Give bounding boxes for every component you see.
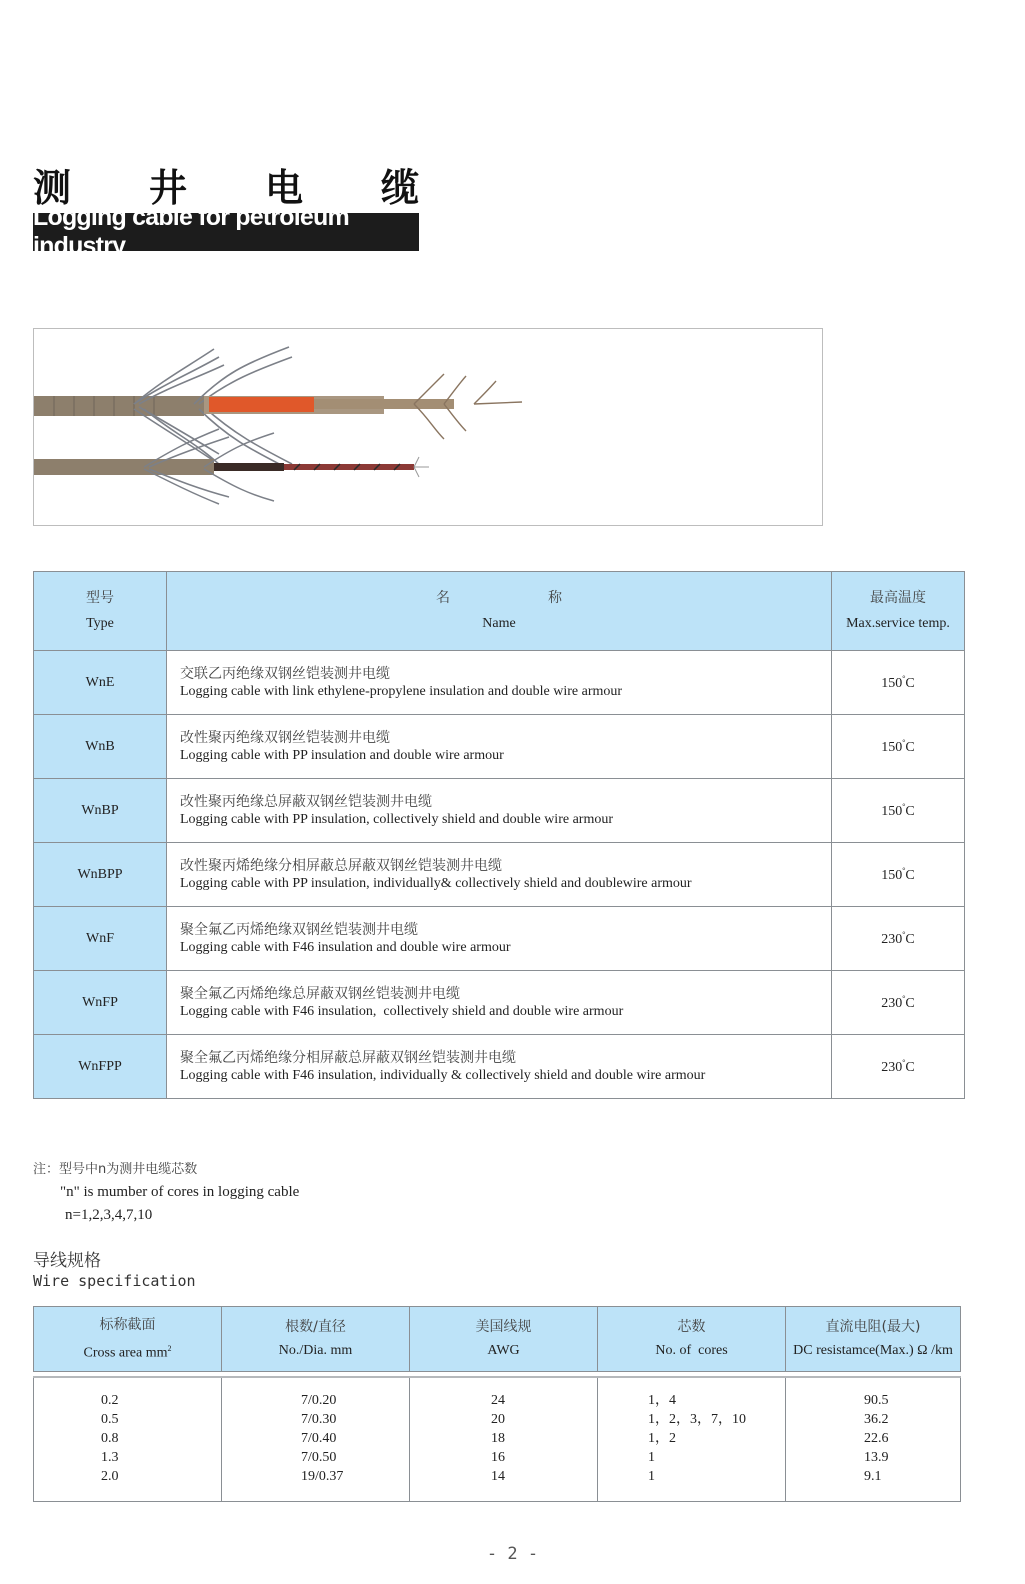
cell-dia: 7/0.40 bbox=[301, 1431, 337, 1446]
wire-spec-heading bbox=[33, 1250, 196, 1290]
temp-value: 150 bbox=[881, 675, 903, 691]
cell-name bbox=[167, 1035, 832, 1099]
name-en: Logging cable with PP insulation, collectively shield and double wire armour bbox=[180, 811, 614, 827]
cell-dia: 7/0.20 bbox=[301, 1393, 337, 1408]
name-en: Logging cable with F46 insulation, individually & collectively shield and double wire armour bbox=[180, 1067, 706, 1083]
header-type bbox=[34, 572, 167, 651]
note-line-values: n=1,2,3,4,7,10 bbox=[65, 1207, 153, 1223]
temp-value: 150 bbox=[881, 803, 903, 819]
note-block bbox=[33, 1158, 299, 1227]
col-dia bbox=[222, 1377, 410, 1502]
page-title-chinese bbox=[33, 160, 419, 208]
header-en bbox=[35, 1337, 220, 1365]
cell-awg: 18 bbox=[491, 1431, 505, 1446]
cell-cores: 1 bbox=[648, 1469, 655, 1484]
cell-type: WnFPP bbox=[34, 1035, 167, 1099]
table-row bbox=[34, 907, 965, 971]
temp-value: 230 bbox=[881, 995, 903, 1011]
title-char: 电 bbox=[264, 165, 303, 210]
header-temp-en: Max.service temp. bbox=[846, 616, 950, 631]
name-en: Logging cable with F46 insulation, collectively shield and double wire armour bbox=[180, 1003, 624, 1019]
cell-temp bbox=[832, 907, 965, 971]
cell-name bbox=[167, 971, 832, 1035]
header-cn: 根数/直径 bbox=[285, 1319, 346, 1335]
cell-area: 0.8 bbox=[101, 1431, 119, 1446]
header-dc-resistance bbox=[786, 1307, 961, 1372]
cell-name bbox=[167, 651, 832, 715]
header-en: DC resistamce(Max.) Ω /km bbox=[793, 1343, 953, 1358]
lower-cable-jacket bbox=[34, 459, 214, 475]
title-char: 缆 bbox=[380, 165, 419, 210]
table-header-row bbox=[34, 572, 965, 651]
header-awg bbox=[410, 1307, 598, 1372]
cell-type: WnFP bbox=[34, 971, 167, 1035]
product-photo bbox=[33, 328, 823, 526]
table-row bbox=[34, 779, 965, 843]
table-row bbox=[34, 843, 965, 907]
cell-name bbox=[167, 907, 832, 971]
col-resistance bbox=[786, 1377, 961, 1502]
temp-unit: C bbox=[905, 739, 915, 755]
cell-type: WnBPP bbox=[34, 843, 167, 907]
temp-value: 230 bbox=[881, 931, 903, 947]
cell-resistance: 36.2 bbox=[864, 1412, 889, 1427]
wire-spec-table bbox=[33, 1306, 961, 1502]
cell-dia: 7/0.50 bbox=[301, 1450, 337, 1465]
header-cn: 直流电阻(最大) bbox=[825, 1319, 921, 1335]
cell-dia: 19/0.37 bbox=[301, 1469, 344, 1484]
cell-awg: 14 bbox=[491, 1469, 505, 1484]
superscript: 2 bbox=[167, 1343, 172, 1353]
table-header-row bbox=[34, 1307, 961, 1372]
cell-resistance: 9.1 bbox=[864, 1469, 882, 1484]
degree-symbol: ° bbox=[902, 1057, 906, 1067]
header-type-en: Type bbox=[86, 616, 114, 631]
cell-resistance: 90.5 bbox=[864, 1393, 889, 1408]
cell-awg: 16 bbox=[491, 1450, 505, 1465]
note-line-en: "n" is mumber of cores in logging cable bbox=[60, 1184, 300, 1200]
header-no-dia bbox=[222, 1307, 410, 1372]
header-en-text: Cross area mm bbox=[83, 1345, 168, 1361]
cell-area: 0.5 bbox=[101, 1412, 119, 1427]
header-en: No./Dia. mm bbox=[278, 1343, 353, 1358]
temp-unit: C bbox=[905, 1059, 915, 1075]
header-en: No. of cores bbox=[655, 1343, 728, 1358]
name-cn: 改性聚丙绝缘总屏蔽双钢丝铠装测井电缆 bbox=[180, 793, 432, 810]
name-cn: 聚全氟乙丙烯绝缘双钢丝铠装测井电缆 bbox=[180, 921, 418, 938]
cell-cores: 1，4 bbox=[648, 1393, 676, 1408]
cell-resistance: 13.9 bbox=[864, 1450, 889, 1465]
cell-name bbox=[167, 843, 832, 907]
table-row bbox=[34, 715, 965, 779]
cell-cores: 1 bbox=[648, 1450, 655, 1465]
header-cn: 芯数 bbox=[677, 1319, 706, 1335]
cell-cores: 1，2，3，7，10 bbox=[648, 1412, 746, 1427]
header-name-cn: 名 称 bbox=[436, 590, 562, 606]
col-area bbox=[34, 1377, 222, 1502]
cell-temp bbox=[832, 843, 965, 907]
cell-type: WnBP bbox=[34, 779, 167, 843]
name-en: Logging cable with F46 insulation and double wire armour bbox=[180, 939, 511, 955]
title-char: 井 bbox=[148, 165, 187, 210]
wire-spec-title-cn: 导线规格 bbox=[33, 1251, 101, 1271]
table-row bbox=[34, 1035, 965, 1099]
degree-symbol: ° bbox=[902, 929, 906, 939]
temp-unit: C bbox=[905, 931, 915, 947]
cell-name bbox=[167, 715, 832, 779]
cell-awg: 20 bbox=[491, 1412, 505, 1427]
temp-value: 150 bbox=[881, 739, 903, 755]
header-cn: 美国线规 bbox=[475, 1319, 532, 1335]
col-awg bbox=[410, 1377, 598, 1502]
temp-unit: C bbox=[905, 995, 915, 1011]
name-cn: 聚全氟乙丙烯绝缘分相屏蔽总屏蔽双钢丝铠装测井电缆 bbox=[180, 1049, 516, 1066]
col-cores bbox=[598, 1377, 786, 1502]
orange-insulation bbox=[209, 397, 314, 412]
name-cn: 改性聚丙绝缘双钢丝铠装测井电缆 bbox=[180, 729, 390, 746]
degree-symbol: ° bbox=[902, 801, 906, 811]
name-en: Logging cable with PP insulation and double wire armour bbox=[180, 747, 504, 763]
cell-temp bbox=[832, 715, 965, 779]
degree-symbol: ° bbox=[902, 737, 906, 747]
note-line-cn: 注：型号中n为测井电缆芯数 bbox=[33, 1162, 198, 1177]
cable-photo-icon bbox=[34, 329, 824, 527]
cell-temp bbox=[832, 1035, 965, 1099]
temp-value: 230 bbox=[881, 1059, 903, 1075]
wire-spec-body bbox=[34, 1377, 961, 1502]
title-char: 测 bbox=[33, 165, 72, 210]
cell-area: 2.0 bbox=[101, 1469, 119, 1484]
cell-dia: 7/0.30 bbox=[301, 1412, 337, 1427]
cell-cores: 1，2 bbox=[648, 1431, 676, 1446]
degree-symbol: ° bbox=[902, 993, 906, 1003]
page-title-english: Logging cable for petroleum industry bbox=[33, 213, 419, 251]
temp-unit: C bbox=[905, 867, 915, 883]
name-cn: 聚全氟乙丙烯绝缘总屏蔽双钢丝铠装测井电缆 bbox=[180, 985, 460, 1002]
degree-symbol: ° bbox=[902, 865, 906, 875]
header-cross-area bbox=[34, 1307, 222, 1372]
table-row bbox=[34, 971, 965, 1035]
temp-value: 150 bbox=[881, 867, 903, 883]
cell-temp bbox=[832, 651, 965, 715]
header-type-cn: 型号 bbox=[86, 590, 114, 606]
cell-area: 1.3 bbox=[101, 1450, 119, 1465]
temp-unit: C bbox=[905, 803, 915, 819]
table-row bbox=[34, 651, 965, 715]
cell-resistance: 22.6 bbox=[864, 1431, 889, 1446]
cell-awg: 24 bbox=[491, 1393, 505, 1408]
cell-temp bbox=[832, 971, 965, 1035]
temp-unit: C bbox=[905, 675, 915, 691]
name-en: Logging cable with PP insulation, individually& collectively shield and doublewire armour bbox=[180, 875, 692, 891]
cell-type: WnF bbox=[34, 907, 167, 971]
header-cn: 标称截面 bbox=[99, 1316, 156, 1333]
name-cn: 交联乙丙绝缘双钢丝铠装测井电缆 bbox=[180, 665, 390, 682]
cell-name bbox=[167, 779, 832, 843]
cell-temp bbox=[832, 779, 965, 843]
page-number: - 2 - bbox=[486, 1544, 539, 1564]
name-en: Logging cable with link ethylene-propylene insulation and double wire armour bbox=[180, 683, 623, 699]
header-cores bbox=[598, 1307, 786, 1372]
header-name-en: Name bbox=[482, 616, 516, 631]
degree-symbol: ° bbox=[902, 673, 906, 683]
header-name bbox=[167, 572, 832, 651]
header-temp-cn: 最高温度 bbox=[870, 590, 926, 606]
cell-area: 0.2 bbox=[101, 1393, 119, 1408]
cell-type: WnE bbox=[34, 651, 167, 715]
cable-types-table bbox=[33, 571, 965, 1099]
header-en: AWG bbox=[487, 1343, 520, 1358]
header-temp bbox=[832, 572, 965, 651]
upper-cable-jacket bbox=[34, 396, 204, 416]
wire-spec-title-en: Wire specification bbox=[33, 1272, 196, 1290]
cell-type: WnB bbox=[34, 715, 167, 779]
name-cn: 改性聚丙烯绝缘分相屏蔽总屏蔽双钢丝铠装测井电缆 bbox=[180, 857, 502, 874]
